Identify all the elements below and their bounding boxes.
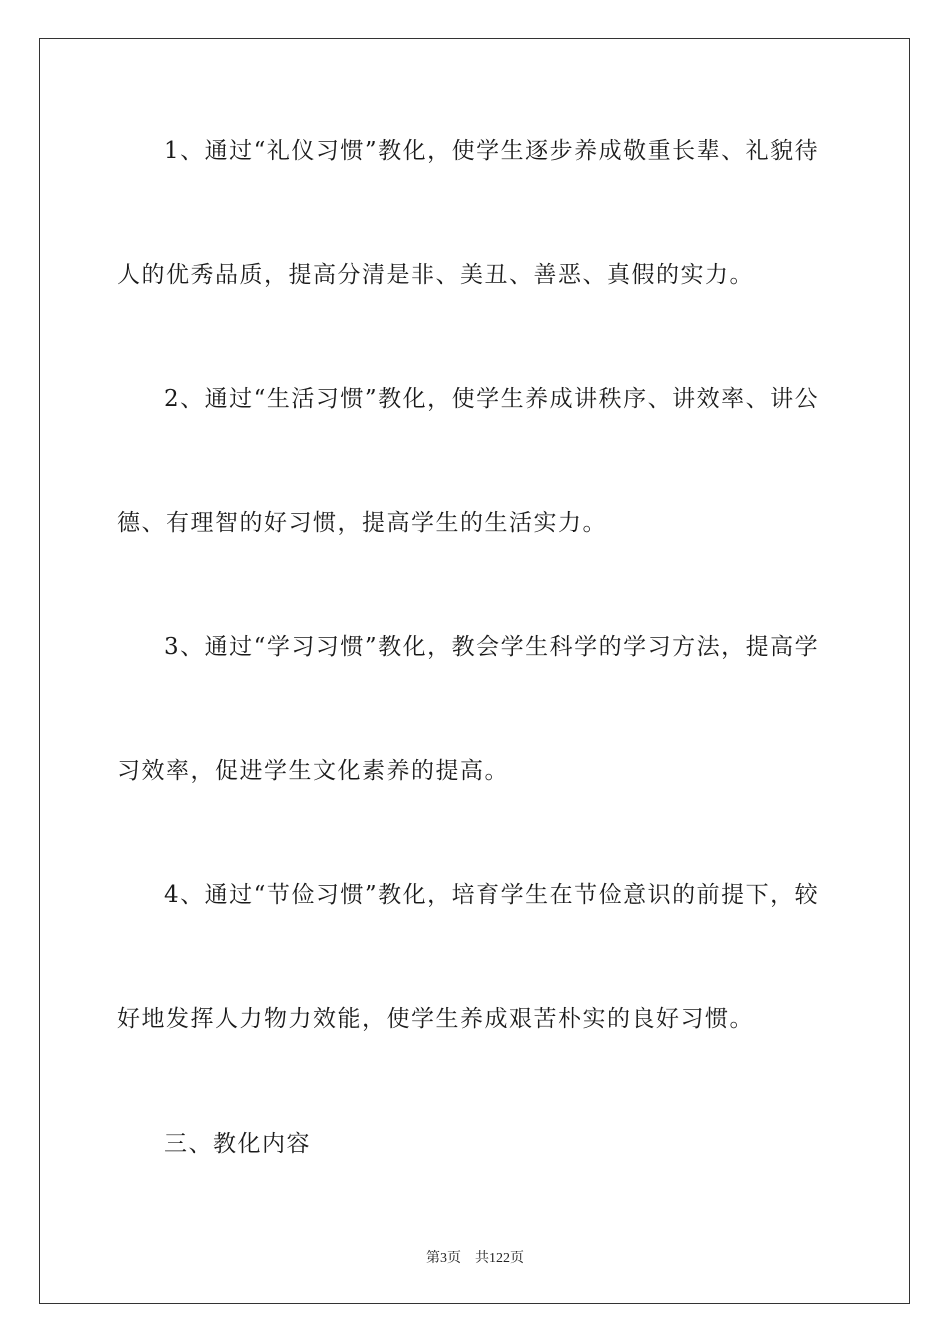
paragraph-3-line-1: 3、通过“学习习惯”教化，教会学生科学的学习方法，提高学 (164, 634, 820, 660)
page-number: 第3页 (426, 1251, 461, 1266)
section-heading: 三、教化内容 (164, 1131, 311, 1157)
page-border (39, 38, 910, 1304)
paragraph-2-line-1: 2、通过“生活习惯”教化，使学生养成讲秩序、讲效率、讲公 (164, 386, 820, 412)
page-footer (0, 1247, 950, 1267)
page-total: 共122页 (475, 1251, 524, 1266)
paragraph-4-line-1: 4、通过“节俭习惯”教化，培育学生在节俭意识的前提下，较 (164, 882, 820, 908)
paragraph-3-line-2: 习效率，促进学生文化素养的提高。 (117, 758, 509, 784)
paragraph-4-line-2: 好地发挥人力物力效能，使学生养成艰苦朴实的良好习惯。 (117, 1006, 754, 1032)
paragraph-1-line-2: 人的优秀品质，提高分清是非、美丑、善恶、真假的实力。 (117, 262, 754, 288)
paragraph-1-line-1: 1、通过“礼仪习惯”教化，使学生逐步养成敬重长辈、礼貌待 (164, 138, 820, 164)
paragraph-2-line-2: 德、有理智的好习惯，提高学生的生活实力。 (117, 510, 607, 536)
